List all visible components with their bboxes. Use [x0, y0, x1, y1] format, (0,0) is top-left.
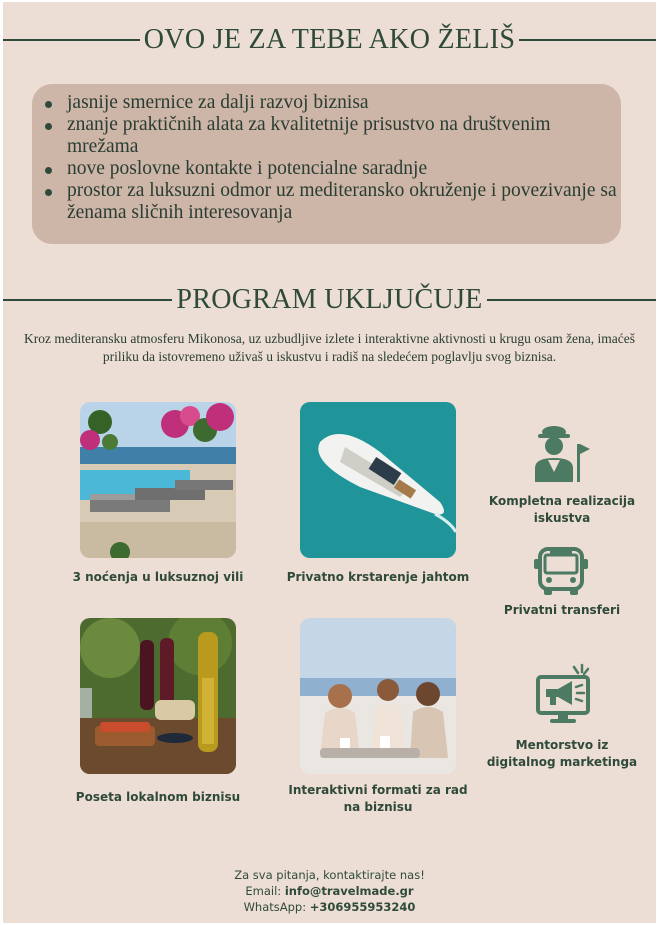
list-item: prostor za luksuzni odmor uz mediteransko okruženje i povezivanje sa ženama sličnih interesovanja [67, 180, 621, 224]
bullet-icon [45, 123, 52, 130]
list-item: znanje praktičnih alata za kvalitetnije prisustvo na društvenim mrežama [67, 114, 621, 158]
photo-caption: 3 noćenja u luksuznoj vili [72, 570, 244, 584]
feature-label: Privatni transferi [503, 603, 621, 617]
bullet-icon [45, 167, 52, 174]
local-business-photo [80, 618, 236, 774]
whatsapp-line: WhatsApp: +306955953240 [243, 900, 416, 914]
section2-heading: PROGRAM UKLJUČUJE [176, 284, 483, 315]
bullet-icon [45, 189, 52, 196]
contact-line: Za sva pitanja, kontaktirajte nas! [234, 868, 425, 882]
email-line: Email: info@travelmade.gr [245, 884, 414, 898]
divider [3, 299, 172, 301]
section1-heading: OVO JE ZA TEBE AKO ŽELIŠ [143, 24, 516, 55]
contact-footer [3, 867, 656, 915]
page [3, 2, 656, 923]
email-link[interactable]: info@travelmade.gr [284, 884, 414, 898]
divider [519, 39, 656, 41]
villa-pool-photo [80, 402, 236, 558]
photo-caption: Interaktivni formati za rad na biznisu [288, 783, 468, 814]
divider [487, 299, 656, 301]
photo-caption: Poseta lokalnom biznisu [75, 790, 241, 804]
yacht-photo [300, 402, 456, 558]
benefits-box [32, 84, 621, 244]
bus-icon [534, 547, 588, 601]
list-item: jasnije smernice za dalji razvoj biznisa [67, 92, 621, 114]
guide-icon [530, 424, 592, 488]
photo-caption: Privatno krstarenje jahtom [286, 570, 470, 584]
feature-label: Mentorstvo iz digitalnog marketinga [486, 738, 638, 769]
divider [3, 39, 140, 41]
bullet-icon [45, 101, 52, 108]
section2-heading-row [3, 284, 656, 316]
section1-heading-row [3, 24, 656, 56]
feature-label: Kompletna realizacija iskustva [488, 494, 636, 525]
whatsapp-link[interactable]: +306955953240 [309, 900, 416, 914]
list-item: nove poslovne kontakte i potencialne saradnje [67, 158, 621, 180]
program-intro: Kroz mediteransku atmosferu Mikonosa, uz uzbudljive izlete i interaktivne aktivnosti u krugu osam žena, imaćeš priliku da istovremeno uživaš u iskustvu i radiš na sledećem poglavlju svog biznisa. [23, 331, 636, 364]
benefits-list [32, 84, 621, 224]
women-meeting-photo [300, 618, 456, 774]
megaphone-monitor-icon [536, 663, 592, 729]
